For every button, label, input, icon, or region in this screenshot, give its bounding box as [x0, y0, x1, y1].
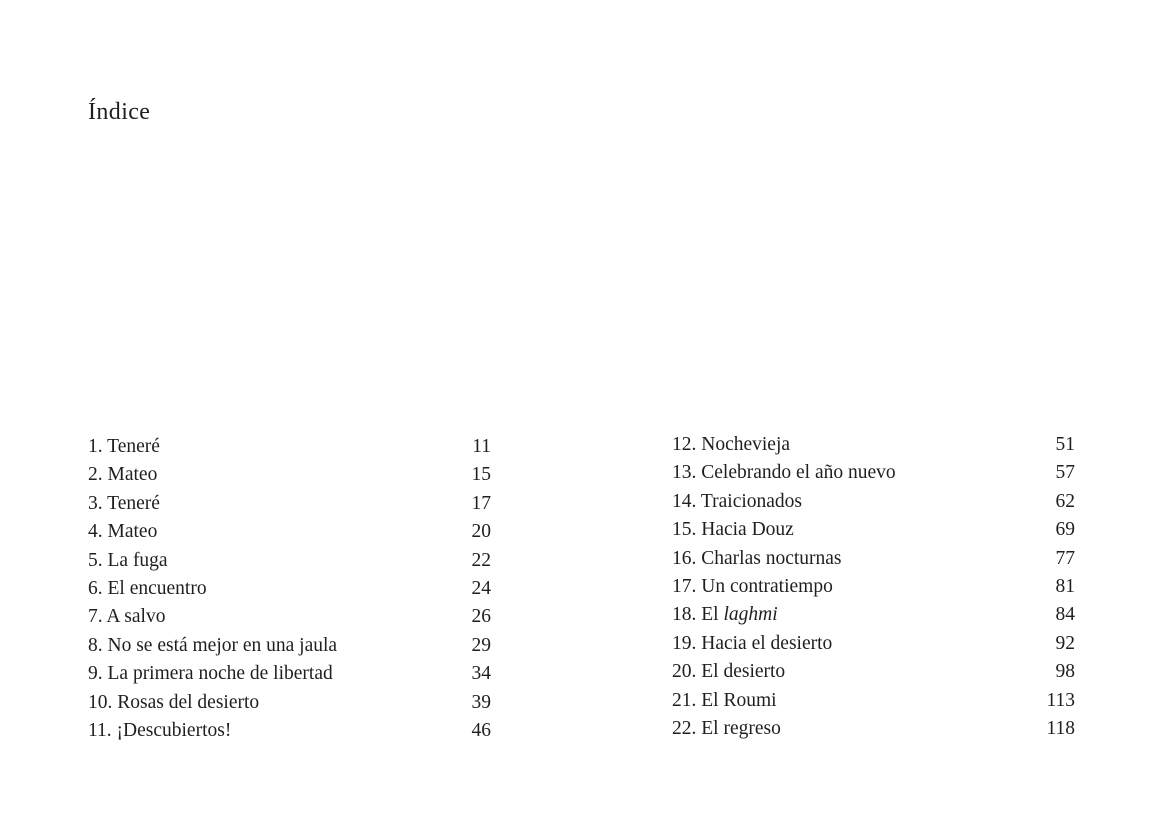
chapter-title: 3. Teneré [88, 492, 160, 514]
chapter-title: 20. El desierto [672, 661, 786, 683]
toc-entry [672, 545, 1075, 573]
chapter-title: 12. Nochevieja [672, 434, 791, 455]
toc-entry [88, 518, 491, 546]
page-number: 113 [1046, 689, 1075, 711]
chapter-title: 2. Mateo [88, 464, 158, 486]
page-number: 11 [472, 436, 491, 457]
toc-entry [672, 459, 1075, 487]
toc-entry [672, 715, 1075, 743]
toc-column-left [88, 433, 491, 745]
toc-entry [672, 687, 1075, 715]
page-number: 24 [471, 578, 491, 600]
page-number: 84 [1055, 604, 1075, 626]
chapter-title: 4. Mateo [88, 521, 158, 543]
chapter-title: 17. Un contratiempo [672, 576, 833, 598]
page-number: 92 [1055, 632, 1075, 654]
table-of-contents [88, 433, 1075, 745]
chapter-title: 7. A salvo [88, 606, 166, 628]
page-number: 81 [1055, 576, 1075, 598]
toc-entry [88, 660, 491, 688]
toc-entry [88, 689, 491, 717]
chapter-title: 5. La fuga [88, 549, 168, 571]
page-number: 98 [1055, 661, 1075, 683]
toc-entry [672, 658, 1075, 686]
chapter-title: 11. ¡Descubiertos! [88, 720, 232, 742]
toc-entry [88, 433, 491, 461]
page-number: 62 [1055, 490, 1075, 512]
page-number: 118 [1046, 718, 1075, 740]
page-number: 26 [471, 606, 491, 628]
page-number: 46 [471, 720, 491, 742]
chapter-title: 8. No se está mejor en una jaula [88, 634, 338, 656]
page-number: 20 [471, 521, 491, 543]
chapter-title: 13. Celebrando el año nuevo [672, 462, 896, 484]
chapter-title: 16. Charlas nocturnas [672, 547, 842, 569]
toc-entry [672, 573, 1075, 601]
page-number: 69 [1055, 519, 1075, 541]
page-number: 39 [471, 691, 491, 713]
page-number: 34 [471, 663, 491, 685]
page-number: 51 [1055, 434, 1075, 455]
chapter-title: 21. El Roumi [672, 689, 777, 711]
toc-entry [88, 603, 491, 631]
chapter-title: 14. Traicionados [672, 490, 803, 512]
page-title: Índice [88, 99, 151, 125]
toc-entry [88, 575, 491, 603]
page-number: 77 [1055, 547, 1075, 569]
chapter-title: 6. El encuentro [88, 578, 207, 600]
toc-entry [88, 490, 491, 518]
page-number: 57 [1055, 462, 1075, 484]
chapter-title: 18. El laghmi [672, 604, 778, 626]
chapter-title: 10. Rosas del desierto [88, 691, 260, 713]
chapter-title: 19. Hacia el desierto [672, 632, 833, 654]
toc-entry [672, 516, 1075, 544]
page-number: 17 [471, 492, 491, 514]
toc-entry [88, 632, 491, 660]
toc-entry [672, 601, 1075, 629]
chapter-title: 1. Teneré [88, 436, 160, 457]
toc-entry [672, 431, 1075, 459]
page-number: 29 [471, 634, 491, 656]
page-number: 15 [471, 464, 491, 486]
toc-entry [88, 547, 491, 575]
chapter-title: 15. Hacia Douz [672, 519, 794, 541]
page-number: 22 [471, 549, 491, 571]
toc-entry [672, 630, 1075, 658]
chapter-title: 22. El regreso [672, 718, 781, 740]
toc-entry [88, 717, 491, 745]
chapter-title: 9. La primera noche de libertad [88, 663, 333, 685]
toc-column-right [672, 431, 1075, 745]
toc-entry [672, 488, 1075, 516]
chapter-title-italic: laghmi [723, 604, 778, 626]
toc-entry [88, 461, 491, 489]
